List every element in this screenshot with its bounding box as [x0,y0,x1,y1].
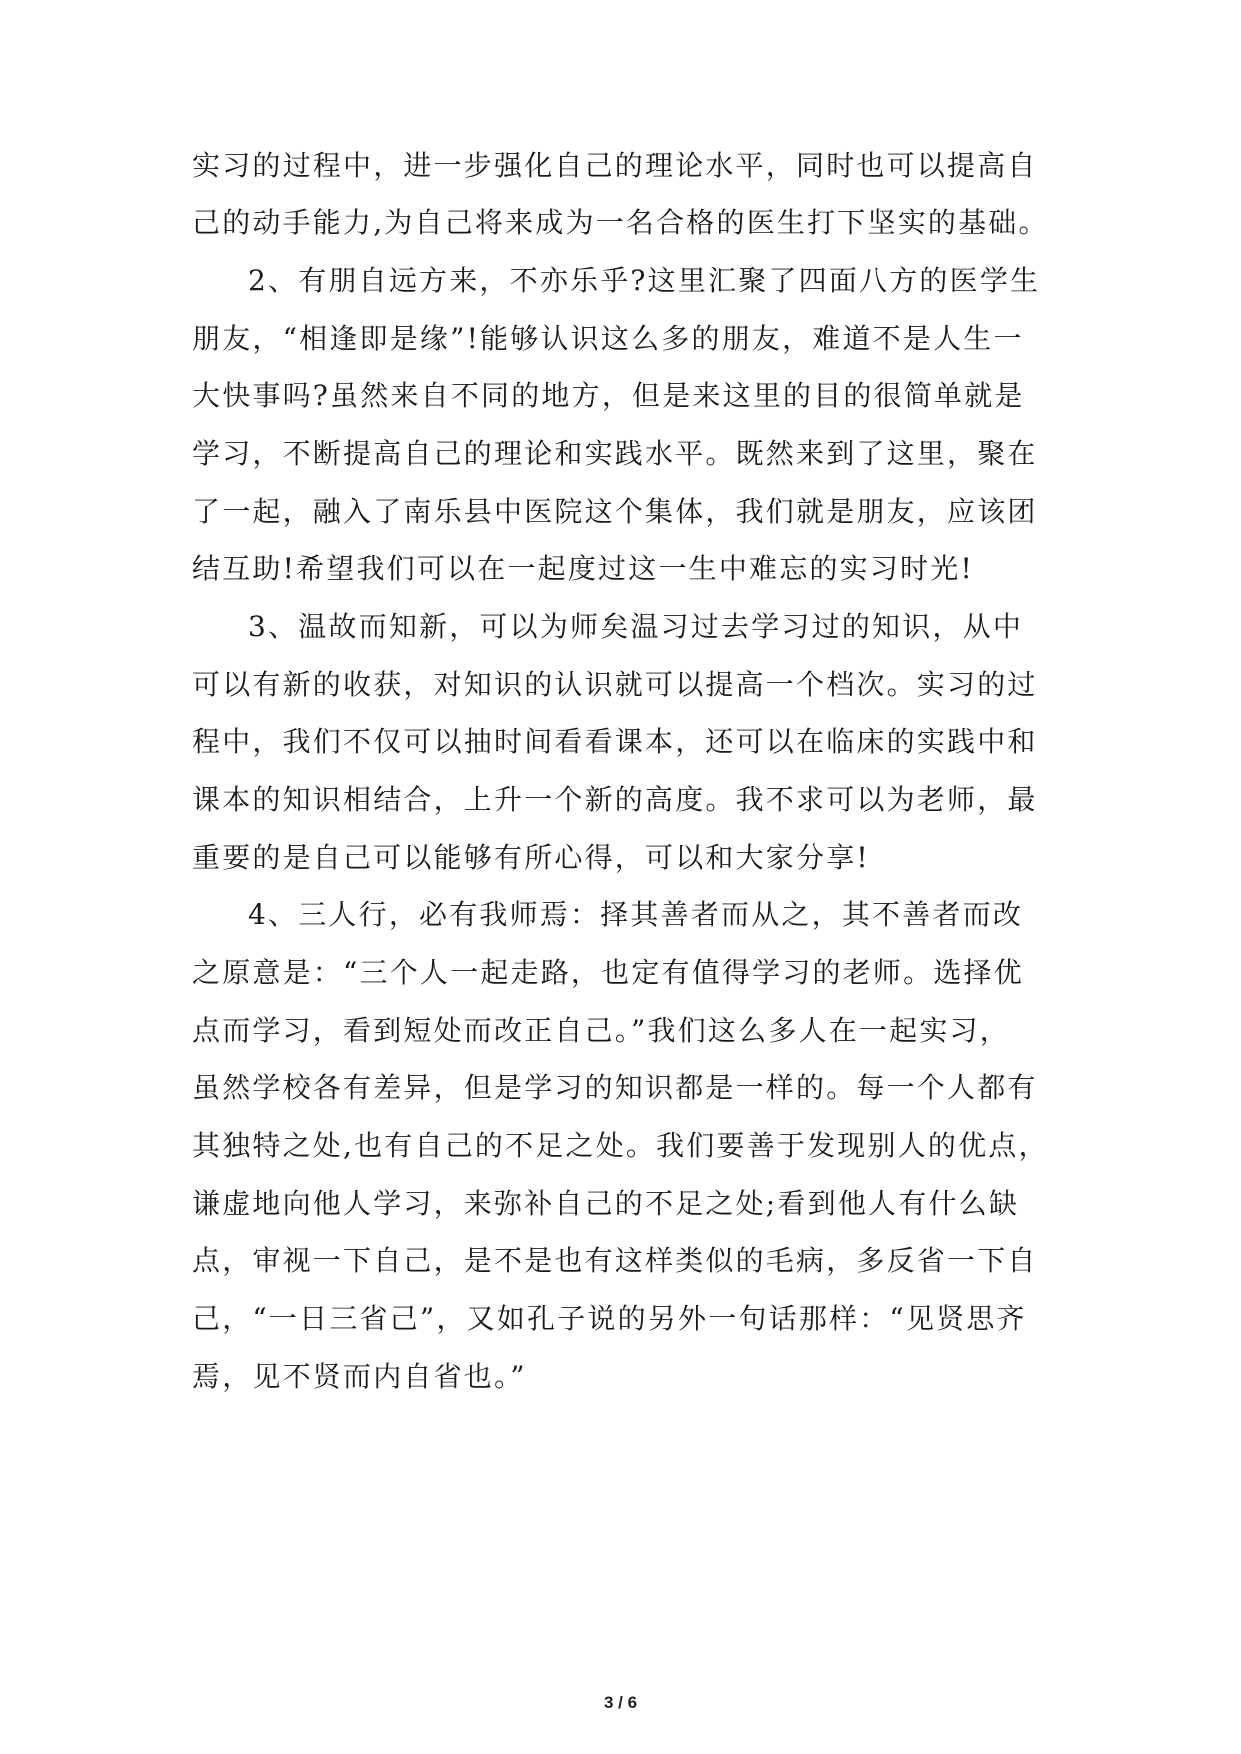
text-line: 己的动手能力,为自己将来成为一名合格的医生打下坚实的基础。 [192,206,1049,239]
text-line: 其独特之处,也有自己的不足之处。我们要善于发现别人的优点， [192,1129,1049,1162]
text-line: 大快事吗?虽然来自不同的地方，但是来这里的目的很简单就是 [192,379,1025,412]
text-line: 可以有新的收获，对知识的认识就可以提高一个档次。实习的过 [192,668,1038,701]
text-line: 课本的知识相结合，上升一个新的高度。我不求可以为老师，最 [192,783,1038,816]
text-line: 点，审视一下自己，是不是也有这样类似的毛病，多反省一下自 [192,1244,1038,1277]
text-line: 谦虚地向他人学习，来弥补自己的不足之处;看到他人有什么缺 [192,1187,1020,1220]
paragraph-start-line: 3、温故而知新，可以为师矣温习过去学习过的知识，从中 [248,610,1024,643]
text-line: 点而学习，看到短处而改正自己。”我们这么多人在一起实习， [192,1014,1010,1047]
text-line: 己，“一日三省己”，又如孔子说的另外一句话那样：“见贤思齐 [192,1302,1027,1335]
page-number: 3 / 6 [603,1693,638,1712]
text-line: 结互助!希望我们可以在一起度过这一生中难忘的实习时光! [192,552,974,585]
paragraph-start-line: 4、三人行，必有我师焉：择其善者而从之，其不善者而改 [248,898,1024,931]
text-line: 之原意是：“三个人一起走路，也定有值得学习的老师。选择优 [192,956,1024,989]
text-line: 重要的是自己可以能够有所心得，可以和大家分享! [192,841,870,874]
text-line: 焉，见不贤而内自省也。” [192,1360,527,1393]
text-line: 程中，我们不仅可以抽时间看看课本，还可以在临床的实践中和 [192,725,1038,758]
paragraph-start-line: 2、有朋自远方来，不亦乐乎?这里汇聚了四面八方的医学生 [248,264,1041,297]
text-line: 虽然学校各有差异，但是学习的知识都是一样的。每一个人都有 [192,1071,1038,1104]
text-line: 学习，不断提高自己的理论和实践水平。既然来到了这里，聚在 [192,437,1038,470]
text-line: 朋友，“相逢即是缘”!能够认识这么多的朋友，难道不是人生一 [192,322,1024,355]
text-line: 了一起，融入了南乐县中医院这个集体，我们就是朋友，应该团 [192,495,1038,528]
text-line: 实习的过程中，进一步强化自己的理论水平，同时也可以提高自 [192,149,1038,182]
